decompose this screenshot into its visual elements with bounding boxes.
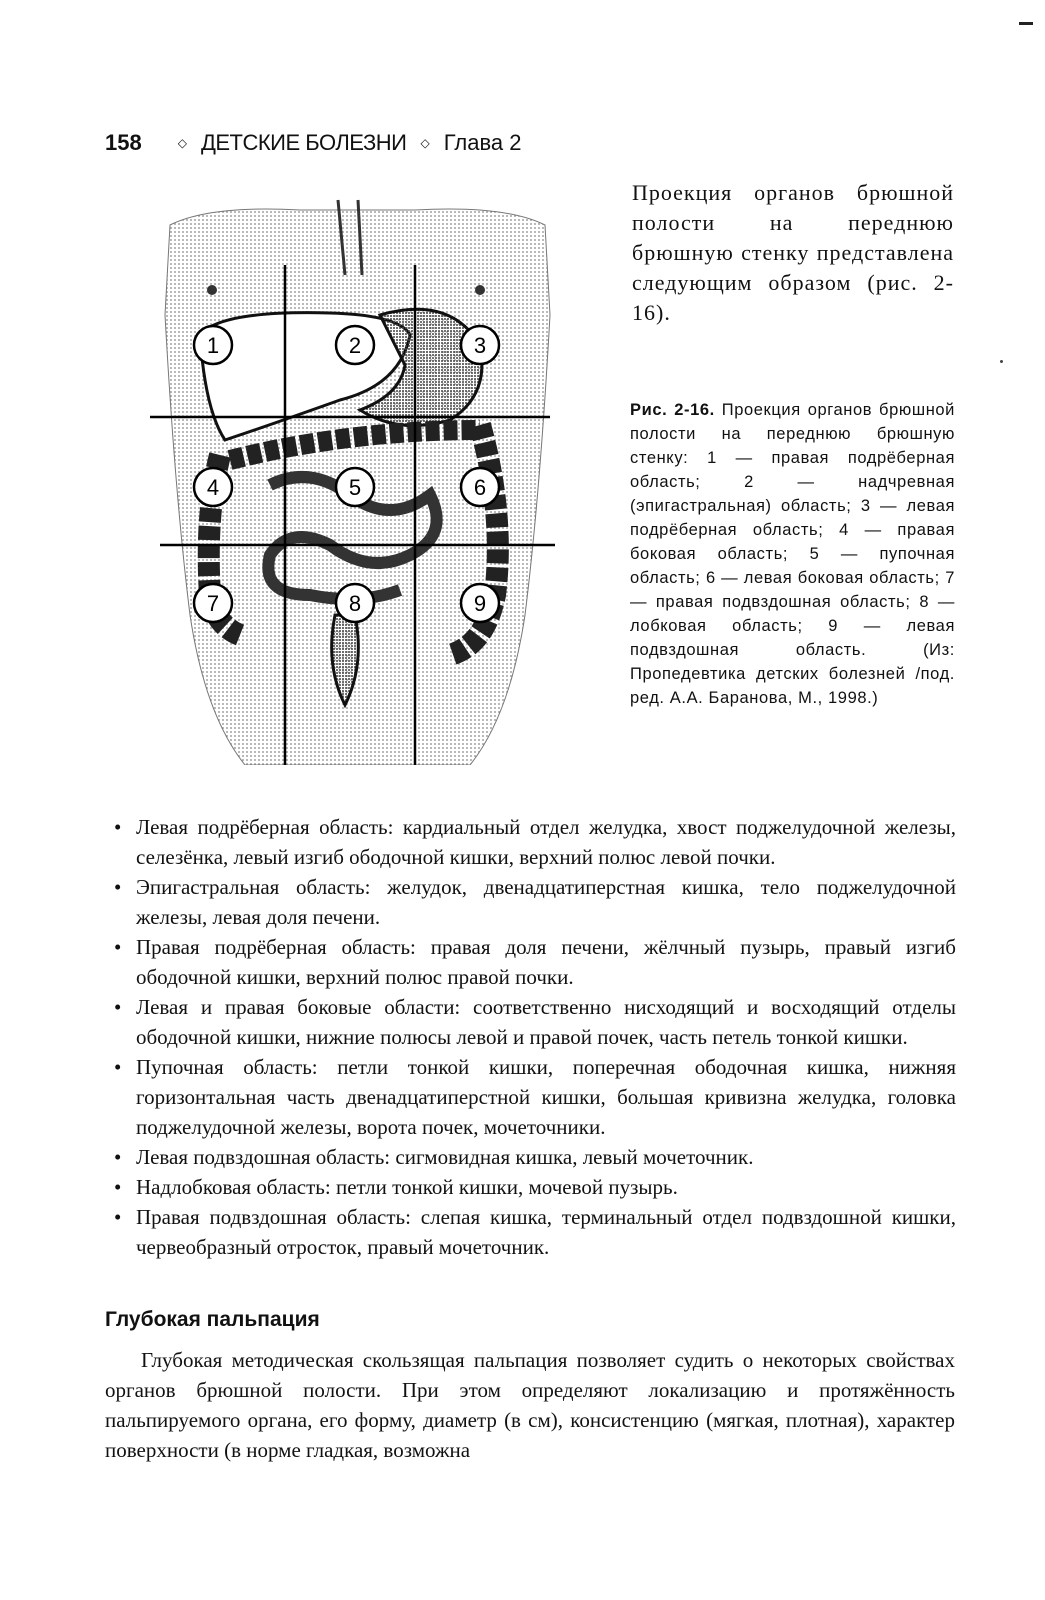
region-marker-4 — [194, 468, 232, 506]
list-item: • Левая подвздошная область: сигмовидная кишка, левый мочеточник. — [108, 1142, 956, 1172]
svg-text:6: 6 — [473, 475, 487, 500]
list-item: • Правая подрёберная область: правая доля печени, жёлчный пузырь, правый изгиб ободочной кишки, верхний полюс правой почки. — [108, 932, 956, 992]
svg-text:7: 7 — [206, 591, 220, 616]
region-marker-9 — [461, 584, 499, 622]
region-marker-5 — [336, 468, 374, 506]
diamond-separator-icon: ◇ — [177, 136, 187, 150]
chapter-label: Глава 2 — [443, 130, 522, 155]
abdomen-illustration — [150, 195, 565, 765]
nipple-right — [207, 285, 217, 295]
svg-text:1: 1 — [206, 333, 220, 358]
list-item: • Пупочная область: петли тонкой кишки, поперечная ободочная кишка, нижняя горизонтальная часть двенадцатиперстной кишки, большая кривизна желудка, головка поджелудочной железы, ворота почек, мочеточники. — [108, 1052, 956, 1142]
region-marker-3 — [461, 326, 499, 364]
region-marker-6 — [461, 468, 499, 506]
list-item: • Правая подвздошная область: слепая кишка, терминальный отдел подвздошной кишки, червеобразный отросток, правый мочеточник. — [108, 1202, 956, 1262]
figure-label: Рис. 2-16. — [630, 401, 715, 419]
running-head — [105, 128, 521, 158]
region-marker-2 — [336, 326, 374, 364]
figure-caption — [630, 398, 955, 710]
abdomen-regions-figure — [150, 195, 565, 765]
list-item: • Эпигастральная область: желудок, двенадцатиперстная кишка, тело поджелудочной железы, левая доля печени. — [108, 872, 956, 932]
page-number: 158 — [105, 130, 142, 155]
figure-caption-text: Проекция органов брюшной полости на переднюю брюшную стенку: 1 — правая подрёберная область; 2 — надчревная (эпигастральная) область; 3 — левая подрёберная область; 4 — правая боковая область; 5 — пупочная область; 6 — левая боковая область; 7 — правая подвздошная область; 8 — лобковая область; 9 — левая подвздошная область. (Из: Пропедевтика детских болезней /под. ред. А.А. Баранова, М., 1998.) — [630, 401, 955, 707]
list-item: • Левая и правая боковые области: соответственно нисходящий и восходящий отделы ободочной кишки, нижние полюсы левой и правой почек, часть петель тонкой кишки. — [108, 992, 956, 1052]
svg-text:5: 5 — [348, 475, 362, 500]
section-heading: Глубокая пальпация — [105, 1308, 320, 1331]
book-title: ДЕТСКИЕ БОЛЕЗНИ — [200, 130, 407, 155]
body-paragraph: Глубокая методическая скользящая пальпация позволяет судить о некоторых свойствах органов брюшной полости. При этом определяют локализацию и протяжённость пальпируемого органа, его форму, диаметр (в см), консистенцию (мягкая, плотная), характер поверхности (в норме гладкая, возможна — [105, 1348, 955, 1462]
svg-text:8: 8 — [348, 591, 362, 616]
region-marker-7 — [194, 584, 232, 622]
intro-paragraph: Проекция органов брюшной полости на переднюю брюшную стенку представлена следующим образом (рис. 2-16). — [632, 180, 954, 325]
region-marker-1 — [194, 326, 232, 364]
svg-text:3: 3 — [473, 333, 487, 358]
list-item: • Надлобковая область: петли тонкой кишки, мочевой пузырь. — [108, 1172, 956, 1202]
list-item: • Левая подрёберная область: кардиальный отдел желудка, хвост поджелудочной железы, селезёнка, левый изгиб ободочной кишки, верхний полюс левой почки. — [108, 812, 956, 872]
scan-speck — [1000, 360, 1003, 363]
svg-text:4: 4 — [206, 475, 220, 500]
region-marker-8 — [336, 584, 374, 622]
diamond-separator-icon: ◇ — [420, 136, 430, 150]
svg-text:2: 2 — [348, 333, 362, 358]
svg-text:9: 9 — [473, 591, 487, 616]
region-organ-list — [108, 812, 956, 1262]
scan-corner-mark — [1019, 22, 1033, 25]
nipple-left — [475, 285, 485, 295]
